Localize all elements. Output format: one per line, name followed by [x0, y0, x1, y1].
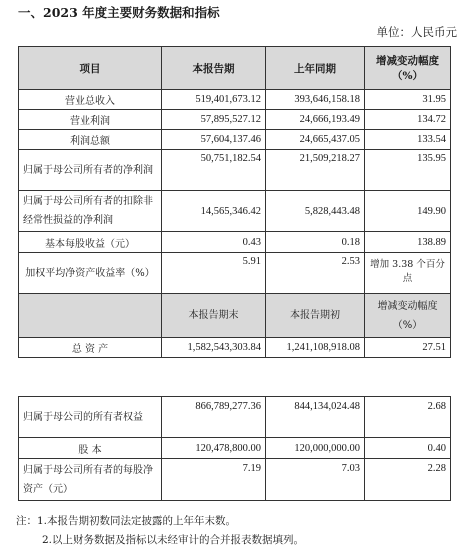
empty-header-cell — [19, 294, 162, 338]
prior-value: 24,666,193.49 — [266, 110, 365, 130]
row-label: 归属于母公司所有者的净利润 — [19, 150, 162, 191]
period-end-header-row — [19, 294, 451, 338]
page-title: 一、2023 年度主要财务数据和指标 — [18, 5, 220, 20]
footnote-2: 2.以上财务数据及指标以未经审计的合并报表数据填列。 — [42, 534, 305, 546]
row-label: 归属于母公司所有者的每股净资产（元） — [19, 459, 162, 501]
row-label: 基本每股收益（元） — [19, 232, 162, 253]
change-value: 138.89 — [365, 232, 451, 253]
prior-value: 120,000,000.00 — [266, 438, 365, 459]
current-value: 57,604,137.46 — [162, 130, 266, 150]
prior-value: 2.53 — [266, 253, 365, 294]
row-label: 加权平均净资产收益率（%） — [19, 253, 162, 294]
header-item: 项目 — [19, 47, 162, 90]
header-period-start: 本报告期初 — [266, 294, 365, 338]
row-label: 股 本 — [19, 438, 162, 459]
current-value: 14,565,346.42 — [162, 191, 266, 232]
row-label: 归属于母公司的所有者权益 — [19, 397, 162, 438]
row-label: 归属于母公司所有者的扣除非经常性损益的净利润 — [19, 191, 162, 232]
row-label: 营业利润 — [19, 110, 162, 130]
footnotes — [16, 512, 304, 550]
prior-value: 21,509,218.27 — [266, 150, 365, 191]
current-value: 0.43 — [162, 232, 266, 253]
header-change-percent — [365, 47, 451, 90]
table-row — [19, 397, 451, 438]
prior-value: 5,828,443.48 — [266, 191, 365, 232]
header-percent-unit: （%） — [392, 70, 423, 82]
header-change-label: 增减变动幅度 — [376, 55, 439, 67]
current-value: 5.91 — [162, 253, 266, 294]
prior-value: 7.03 — [266, 459, 365, 501]
current-value: 7.19 — [162, 459, 266, 501]
header-current-period: 本报告期 — [162, 47, 266, 90]
current-value: 1,582,543,303.84 — [162, 338, 266, 358]
change-value: 2.28 — [365, 459, 451, 501]
change-value: 27.51 — [365, 338, 451, 358]
header-change-label: 增减变动幅度 — [377, 300, 438, 312]
change-value: 0.40 — [365, 438, 451, 459]
table-row — [19, 438, 451, 459]
currency-unit-label: 单位：人民币元 — [376, 25, 457, 39]
row-label: 利润总额 — [19, 130, 162, 150]
current-value: 866,789,277.36 — [162, 397, 266, 438]
table-row — [19, 232, 451, 253]
current-value: 50,751,182.54 — [162, 150, 266, 191]
current-value: 519,401,673.12 — [162, 90, 266, 110]
prior-value: 0.18 — [266, 232, 365, 253]
table-row — [19, 90, 451, 110]
change-value: 2.68 — [365, 397, 451, 438]
header-period-end: 本报告期末 — [162, 294, 266, 338]
financial-indicators-table — [18, 46, 451, 358]
equity-indicators-table — [18, 396, 451, 501]
prior-value: 1,241,108,918.08 — [266, 338, 365, 358]
change-value: 31.95 — [365, 90, 451, 110]
header-change-percent — [365, 294, 451, 338]
prior-value: 24,665,437.05 — [266, 130, 365, 150]
header-percent-unit: （%） — [392, 319, 423, 331]
change-value: 135.95 — [365, 150, 451, 191]
change-value: 149.90 — [365, 191, 451, 232]
table-row — [19, 253, 451, 294]
row-label: 营业总收入 — [19, 90, 162, 110]
table-row — [19, 338, 451, 358]
footnote-1: 注：1.本报告期初数同法定披露的上年年末数。 — [16, 515, 237, 527]
table-row — [19, 110, 451, 130]
prior-value: 393,646,158.18 — [266, 90, 365, 110]
change-value: 133.54 — [365, 130, 451, 150]
table-row — [19, 191, 451, 232]
row-label: 总 资 产 — [19, 338, 162, 358]
current-value: 57,895,527.12 — [162, 110, 266, 130]
header-prior-period: 上年同期 — [266, 47, 365, 90]
table-row — [19, 130, 451, 150]
change-value: 增加 3.38 个百分点 — [365, 253, 451, 294]
current-value: 120,478,800.00 — [162, 438, 266, 459]
table-row — [19, 150, 451, 191]
change-value: 134.72 — [365, 110, 451, 130]
prior-value: 844,134,024.48 — [266, 397, 365, 438]
table-row — [19, 459, 451, 501]
table-header-row — [19, 47, 451, 90]
